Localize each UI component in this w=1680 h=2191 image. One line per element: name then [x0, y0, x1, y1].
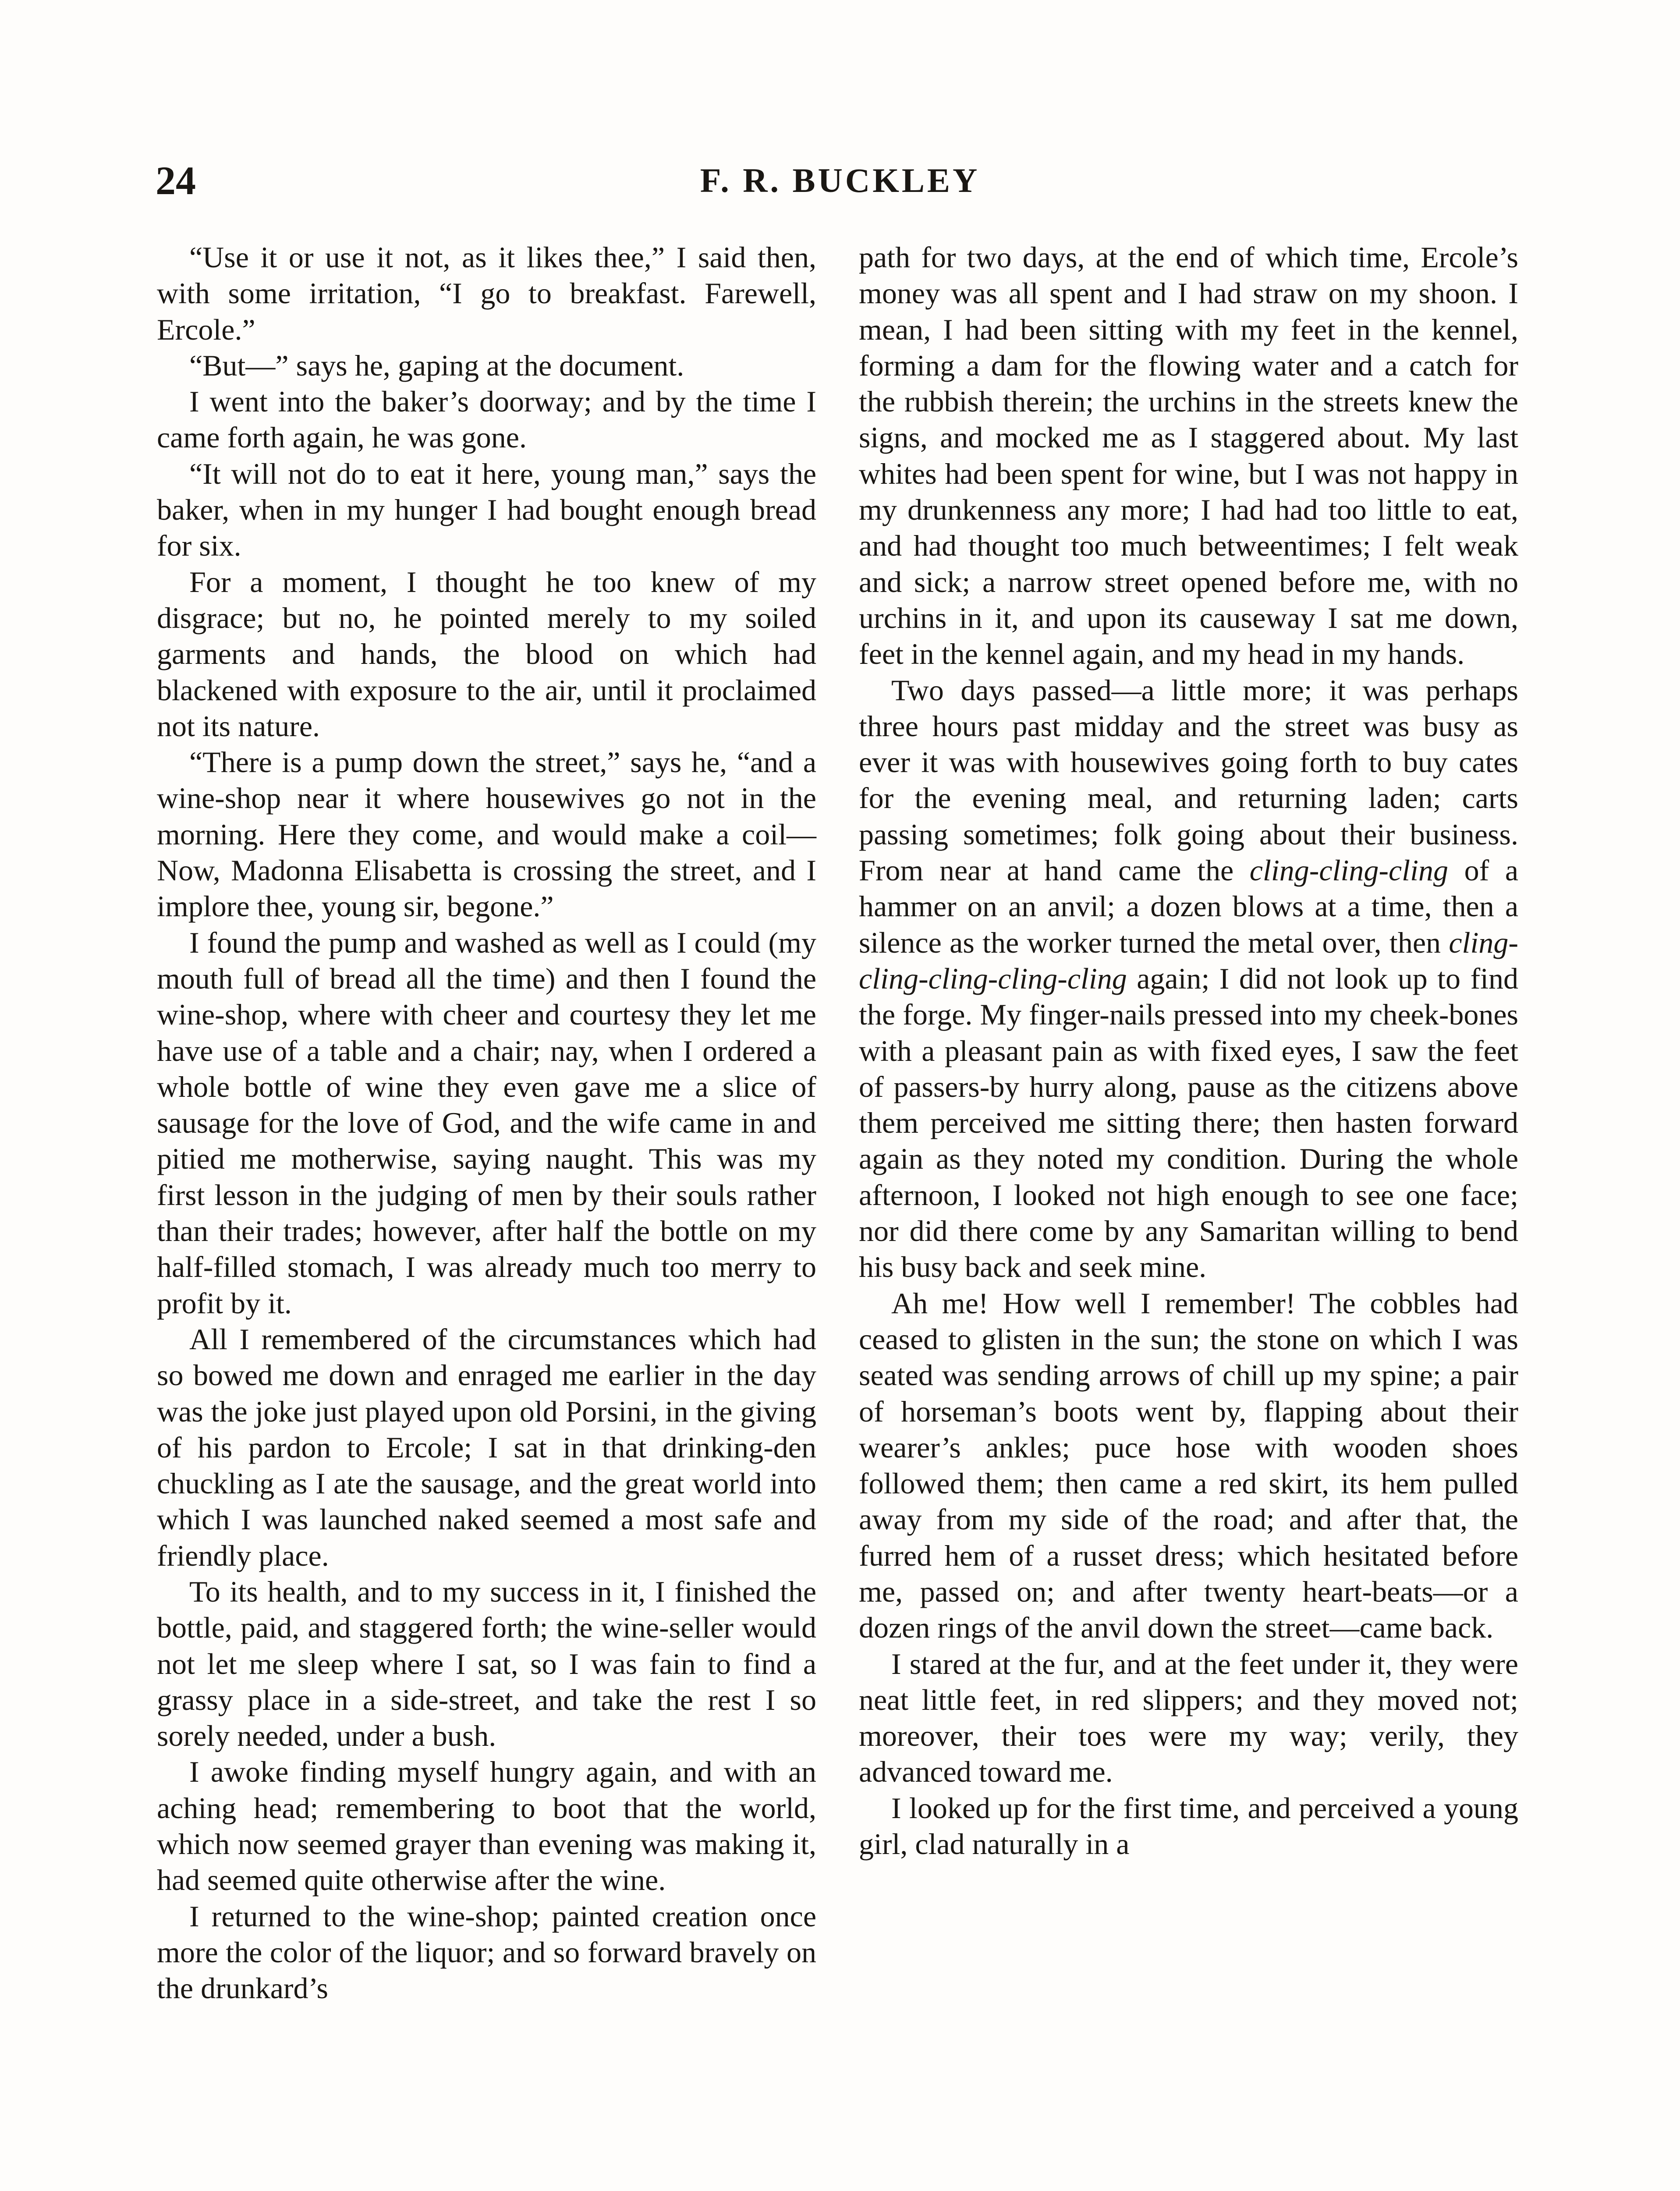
paragraph: I stared at the fur, and at the feet under it, they were neat little feet, in red slippers; and they moved not; moreover, their toes were my way; verily, they advanced toward me.: [859, 1647, 1518, 1789]
text-run: of a hammer on an anvil; a dozen blows at a time, then a silence as the worker turned the metal over, then: [859, 854, 1519, 959]
right-column: [859, 239, 1518, 1862]
paragraph: I looked up for the first time, and perceived a young girl, clad naturally in a: [859, 1791, 1518, 1861]
paragraph: “It will not do to eat it here, young man,” says the baker, when in my hunger I had bought enough bread for six.: [157, 457, 816, 563]
paragraph: All I remembered of the circumstances which had so bowed me down and enraged me earlier in the day was the joke just played upon old Porsini, in the giving of his pardon to Ercole; I sat in that drinking-den chuckling as I ate the sausage, and the great world into which I was launched naked seemed a most safe and friendly place.: [157, 1322, 816, 1572]
paragraph: “Use it or use it not, as it likes thee,” I said then, with some irritation, “I go to breakfast. Farewell, Ercole.”: [157, 241, 816, 346]
paragraph: “But—” says he, gaping at the document.: [189, 348, 684, 382]
paragraph-continuation: path for two days, at the end of which time, Ercole’s money was all spent and I had straw on my shoon. I mean, I had been sitting with my feet in the kennel, forming a dam for the flowing water and a catch for the rubbish therein; the urchins in the streets knew the signs, and mocked me as I staggered about. My last whites had been spent for wine, but I was not happy in my drunkenness any more; I had had too little to eat, and had thought too much betweentimes; I felt weak and sick; a narrow street opened before me, with no urchins in it, and upon its causeway I sat me down, feet in the kennel again, and my head in my hands.: [859, 241, 1518, 671]
text-run: Two days passed—a little more; it was perhaps three hours past midday and the street was busy as ever it was with housewives going forth to buy cates for the evening meal, and returning laden; carts passing sometimes; folk going about their business. From near at hand came the: [859, 673, 1518, 887]
paragraph: I went into the baker’s doorway; and by the time I came forth again, he was gone.: [157, 385, 816, 454]
italic-sound: cling-cling-cling-cling-cling: [859, 925, 1518, 995]
paragraph: I found the pump and washed as well as I could (my mouth full of bread all the time) and then I found the wine-shop, where with cheer and courtesy they let me have use of a table and a chair; nay, when I ordered a whole bottle of wine they even gave me a slice of sausage for the love of God, and the wife came in and pitied me motherwise, saying naught. This was my first lesson in the judging of men by their souls rather than their trades; however, after half the bottle on my half-filled stomach, I was already much too merry to profit by it.: [157, 925, 816, 1320]
paragraph: To its health, and to my success in it, I finished the bottle, paid, and staggered forth; the wine-seller would not let me sleep where I sat, so I was fain to find a grassy place in a side-street, and take the rest I so sorely needed, under a bush.: [157, 1574, 816, 1753]
italic-sound: cling-cling-cling: [1249, 854, 1448, 887]
paragraph: I returned to the wine-shop; painted creation once more the color of the liquor; and so forward bravely on the drunkard’s: [157, 1899, 816, 2005]
paragraph: [859, 672, 1518, 1285]
running-head: F. R. BUCKLEY: [700, 161, 980, 199]
page-number: 24: [156, 158, 196, 203]
page-header: [156, 154, 1524, 207]
paragraph: “There is a pump down the street,” says he, “and a wine-shop near it where housewives go not in the morning. Here they come, and would make a coil— Now, Madonna Elisabetta is crossing the street, and I implore thee, young sir, begone.”: [157, 745, 816, 923]
paragraph: I awoke finding myself hungry again, and with an aching head; remembering to boot that the world, which now seemed grayer than evening was making it, had seemed quite otherwise after the wine.: [157, 1755, 816, 1897]
left-column: [157, 239, 816, 2007]
paragraph: For a moment, I thought he too knew of my disgrace; but no, he pointed merely to my soiled garments and hands, the blood on which had blackened with exposure to the air, until it proclaimed not its nature.: [157, 565, 816, 743]
text-run: again; I did not look up to find the forge. My finger-nails pressed into my cheek-bones with a pleasant pain as with fixed eyes, I saw the feet of passers-by hurry along, pause as the citizens above them perceived me sitting there; then hasten forward again as they noted my condition. During the whole afternoon, I looked not high enough to see one face; nor did there come by any Samaritan willing to bend his busy back and seek mine.: [859, 961, 1518, 1284]
paragraph: Ah me! How well I remember! The cobbles had ceased to glisten in the sun; the stone on which I was seated was sending arrows of chill up my spine; a pair of horseman’s boots went by, flapping about their wearer’s ankles; puce hose with wooden shoes followed them; then came a red skirt, its hem pulled away from my side of the road; and after that, the furred hem of a russet dress; which hesitated before me, passed on; and after twenty heart-beats—or a dozen rings of the anvil down the street—came back.: [859, 1286, 1518, 1645]
